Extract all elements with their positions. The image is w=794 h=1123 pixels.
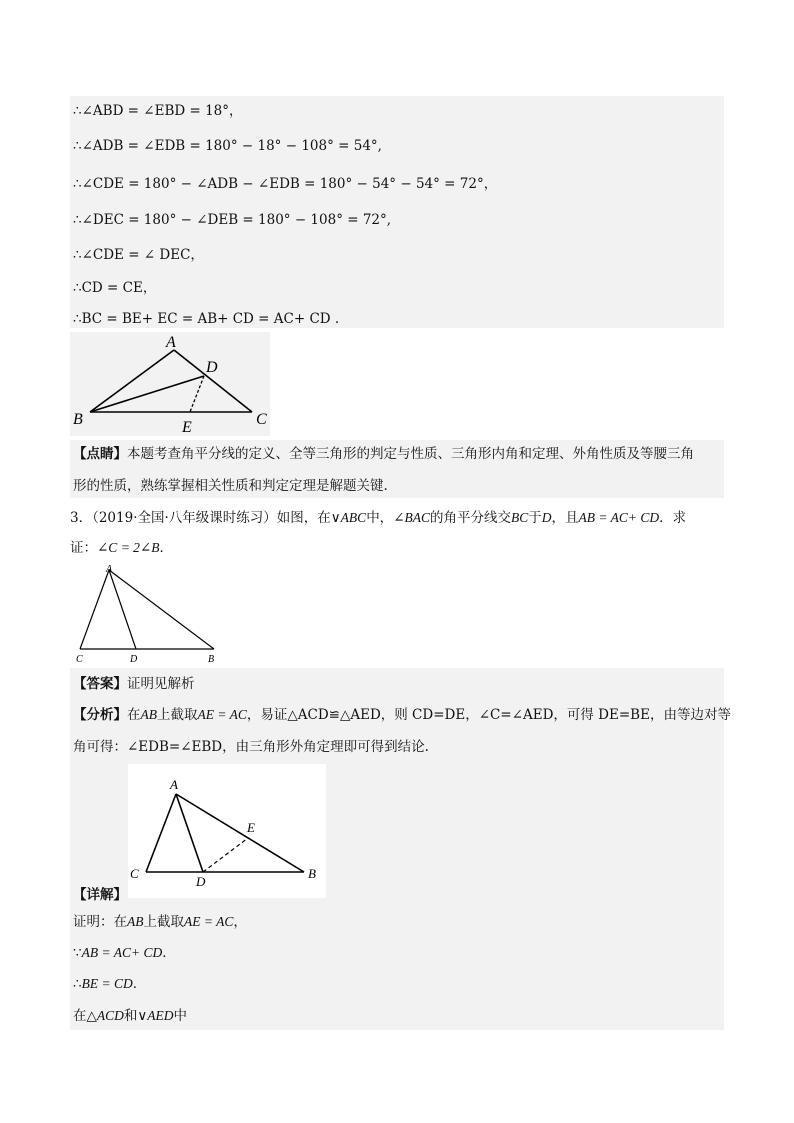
proof-equation: AB = AC+ CD [81, 945, 163, 960]
figure1-label-c: C [256, 411, 267, 428]
solution-line: ∴CD = CE， [73, 280, 157, 296]
problem-text: 的角平分线交 [430, 510, 511, 526]
comment-text-1: 本题考查角平分线的定义、全等三角形的判定与性质、三角形内角和定理、外角性质及等腰三角 [127, 446, 694, 462]
figure-triangle-abc-with-bisector [70, 332, 270, 436]
problem-angle: ∠BAC [393, 510, 430, 525]
problem-goal: ∠C = 2∠B [97, 540, 160, 555]
analysis-line-1 [70, 705, 731, 725]
problem-source: （2019·全国·八年级课时练习）如图，在 [92, 510, 331, 526]
problem-point: D [541, 510, 552, 525]
detail-line [70, 885, 130, 905]
problem-text: ，且 [551, 510, 579, 526]
figure2-label-d: D [130, 654, 138, 665]
analysis-equation: AE = AC [197, 707, 247, 722]
analysis-tag: 【分析】 [73, 707, 127, 723]
figure1-label-a: A [166, 334, 176, 351]
solution-line: ∴∠CDE = ∠ DEC， [73, 247, 204, 263]
figure3-label-e: E [247, 820, 255, 835]
proof-text: 证明：在 [73, 914, 127, 930]
figure-triangle-acb-bisector [72, 562, 222, 666]
problem3-line-2 [70, 538, 724, 558]
proof-text: 上截取 [143, 914, 184, 930]
solution-line: ∴∠CDE = 180° − ∠ADB − ∠EDB = 180° − 54° − 54° = 72°， [73, 176, 498, 192]
analysis-text: 在 [127, 707, 141, 723]
solution-line: ∴∠DEC = 180° − ∠DEB = 180° − 108° = 72°, [73, 212, 392, 228]
proof-text: ． [162, 945, 176, 961]
proof-line-1 [70, 912, 724, 932]
figure1-label-d: D [206, 359, 218, 376]
answer-tag: 【答案】 [73, 676, 127, 692]
proof-line-4 [70, 1006, 724, 1026]
problem-text: 于 [528, 510, 542, 526]
figure3-label-b: B [308, 866, 316, 881]
proof-line-2 [70, 943, 724, 963]
problem-triangle: ∨ABC [330, 510, 367, 525]
problem-number: 3． [70, 510, 93, 526]
figure3-label-c: C [130, 866, 139, 881]
figure3-label-a: A [170, 777, 178, 792]
proof-text: ． [132, 976, 147, 992]
comment-line-1 [70, 444, 724, 464]
problem-text: 中， [366, 510, 394, 526]
proof-equation: AE = AC [184, 914, 234, 929]
proof-line-3 [70, 974, 724, 994]
figure-triangle-acb-with-cut [128, 764, 326, 898]
analysis-line-2: 角可得：∠EDB=∠EBD，由三角形外角定理即可得到结论. [73, 739, 429, 755]
detail-tag: 【详解】 [73, 887, 127, 903]
proof-segment: AB [127, 914, 144, 929]
proof-text: ∵ [73, 945, 82, 961]
solution-line: ∴BC = BE+ EC = AB+ CD = AC+ CD . [73, 311, 340, 327]
proof-text: 中 [173, 1008, 188, 1024]
solution-line: ∴∠ADB = ∠EDB = 180° − 18° − 108° = 54°, [73, 138, 382, 154]
problem-segment: BC [511, 510, 529, 525]
analysis-text: ，易证△ACD≌△AED，则 CD=DE，∠C=∠AED，可得 DE=BE，由等边对等 [246, 707, 731, 723]
proof-text: ∴ [73, 976, 82, 992]
figure2-label-a: A [106, 564, 113, 575]
problem3-line-1 [70, 508, 724, 528]
analysis-segment: AB [140, 707, 157, 722]
problem-text: ．求 [659, 510, 687, 526]
proof-text: ， [233, 914, 247, 930]
comment-tag: 【点睛】 [73, 446, 127, 462]
figure1-label-e: E [182, 419, 192, 436]
solution-line: ∴∠ABD = ∠EBD = 18°， [73, 103, 243, 119]
figure2-label-c: C [76, 654, 83, 665]
analysis-text: 上截取 [157, 707, 198, 723]
proof-triangle: AED [147, 1008, 174, 1023]
proof-triangle: ACD [96, 1008, 124, 1023]
proof-equation: BE = CD [81, 976, 133, 991]
figure2-label-b: B [208, 654, 215, 665]
answer-text: 证明见解析 [127, 676, 195, 692]
figure3-label-d: D [196, 874, 206, 889]
comment-line-2: 形的性质，熟练掌握相关性质和判定定理是解题关键. [73, 478, 388, 494]
proof-text: 和∨ [123, 1008, 148, 1024]
problem-equation: AB = AC+ CD [578, 510, 660, 525]
problem-text: ． [159, 540, 173, 556]
answer-line [70, 674, 724, 694]
figure1-label-b: B [73, 411, 83, 428]
proof-text: 在△ [73, 1008, 97, 1024]
problem-text: 证： [70, 540, 97, 556]
